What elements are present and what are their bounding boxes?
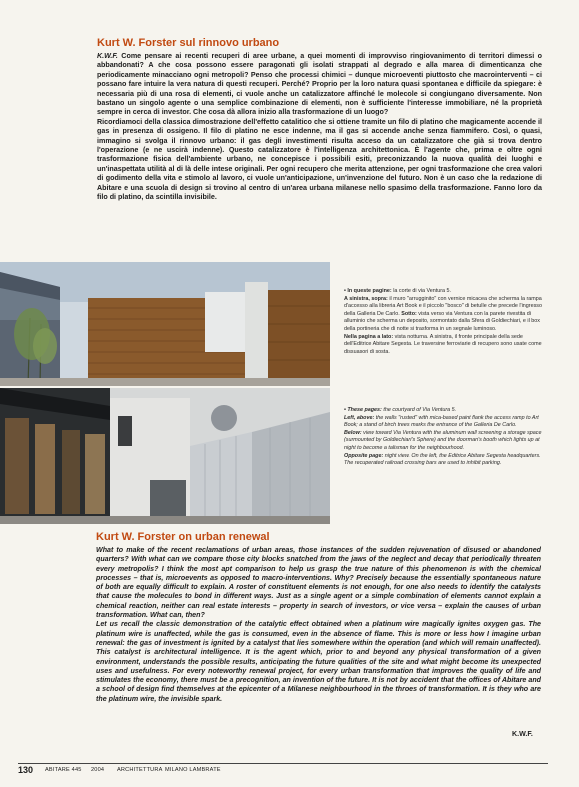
caption-it-label-3: Sotto: [401,310,417,317]
photo-aluminum-wall-via-ventura [0,388,330,524]
caption-bullet: • [344,407,346,413]
photo-courtyard-rusted-walls [0,262,330,386]
footer [18,763,548,775]
english-paragraph-1: What to make of the recent reclamations of urban areas, those instances of the sudden rejuvenation of disused or abandoned quarters? With what can we compare those city blocks snatched from the jaws of the neglect and decay that periodically threaten every metropolis? I think the most apt comparison to help us grasp the true nature of this phenomenon is with the chemical processes – that is, microevents as opposed to macro-interventions. Why? Precisely because the essentially spontaneous nature of both are equally difficult to explain. A roster of constituent elements is not enough, for one also needs to identify the catalysts that cause the molecules to bond in different ways. Just as a single agent or a simple combination of elements cannot explain a chemical reaction, neither can real estate interests – property in search of investors, or vice versa – explain the causes of urban transformation. What can, then? [96,546,541,620]
italian-title: Kurt W. Forster sul rinnovo urbano [97,37,280,49]
footer-section: ARCHITETTURA [117,767,163,773]
caption-it-label-2: A sinistra, sopra: [344,295,388,302]
caption-it-label-1: In queste pagine: [347,288,392,294]
caption-english [344,407,544,468]
caption-it-text-1: la corte di via Ventura 5. [391,288,452,294]
caption-en-text-4: night view. On the left, the Editrice Abitare Segesta headquarters. The recuperated railroad crossing bars are used to inhibit parking. [344,452,541,467]
caption-en-text-1: the courtyard of Via Ventura 5. [381,407,457,413]
italian-body [97,52,542,203]
caption-it-text-2: il muro "arrugginito" con vernice micacea che scherma la rampa d'accesso alla libreria Art Book e il piccolo "bosco" di betulle che precede l'ingresso della Galleria De Carlo. [344,295,542,317]
caption-bullet: • [344,288,346,294]
caption-it-label-4: Nella pagina a lato: [344,333,394,340]
caption-it-text-4: vista notturna. A sinistra, il fronte principale della sede dell'Editrice Abitare Segesta. Le traversine ferroviarie di recupero sono usate come dissuasori di sosta. [344,333,542,355]
caption-en-text-2: the walls "rusted" with mica-based paint flank the access ramp to Art Book; a stand of birch trees marks the entrance of the Galleria De Carlo. [344,414,539,429]
italian-paragraph-1: Come pensare ai recenti recuperi di aree urbane, a quei momenti di improvviso ringiovanimento di territori dimessi o abbandonati? A che cosa possono essere paragonati gli isolati strappati al degrado e alla marea di dimenticanza che periodicamente minacciano ogni metropoli? Penso che processi chimici – dunque microeventi piuttosto che macrointerventi – ci possano fare intuire la vera natura di questi recuperi. Perché? Proprio per la loro natura quasi spontanea e difficile da spiegare: è necessaria più di una rosa di elementi, ci vuole anche un catalizzatore affinché le molecole si congiungano diversamente. Non bastano un singolo agente o una semplice combinazione di elementi, non è sufficiente l'interesse immobiliare, né la proprietà sempre in cerca di investor. Che cosa dà allora inizio alla trasformazione di un luogo? [97,52,542,117]
caption-en-label-1: These pages: [347,407,382,413]
italian-lead: K.W.F. [97,52,118,60]
footer-year: 2004 [91,767,105,773]
caption-it-text-3: vista verso via Ventura con la parete rivestita di alluminio che scherma un deposito, sormontato dalla Sfera di Goldiechiari, e il box della portineria che di notte si trasforma in un segnale luminoso. [344,310,540,332]
italian-paragraph-2: Ricordiamoci della classica dimostrazione dell'effetto catalitico che si ottiene tramite un filo di platino che magicamente accende il gas in presenza di ossigeno. Il filo di platino ne esce indenne, ma il gas si accende anche senza fiammifero. Così, o quasi, immagino si svolga il rinnovo urbano: il gas degli investimenti risulta acceso da un catalizzatore che già si trova dentro l'operazione (e ne uscirà indenne). Questo catalizzatore è l'intelligenza architettonica. È l'agente che, prima e oltre ogni trasformazione fisica dell'ambiente urbano, ne concepisce i possibili esiti, preconizzando la nuova qualità dei luoghi e un'inaspettata utilità al di là delle intese originali. Per ogni recupero che merita attenzione, per ogni trasformazione che crea valori di godimento della vita e stimolo al lavoro, ci vuole un'anticipazione, un'invenzione del futuro. Non è un caso che la redazione di Abitare e una scuola di design si trovino al centro di un'area urbana milanese nello spasimo della trasformazione. Fanno loro da filo di platino, da scintilla invisibile. [97,117,542,202]
caption-en-label-2: Left, above: [344,414,375,421]
footer-place: MILANO LAMBRATE [165,767,221,773]
caption-en-label-3: Below: [344,429,362,436]
page-number: 130 [18,765,34,775]
english-paragraph-2: Let us recall the classic demonstration of the catalytic effect obtained when a platinum wire magically ignites oxygen gas. The platinum wire is unaffected, while the gas is consumed, even in the absence of flame. This is more or less how I imagine urban renewal: the gas of investment is ignited by a catalyst that lies somewhere within the operation (and which will remain unaffected). This catalyst is architectural intelligence. It is the agent which, prior to and beyond any physical transformation of a given environment, understands the possible results, anticipating the future qualities of the site and what might become its unexpected uses and usefulness. For every noteworthy renewal project, for every urban transformation that improves the quality of life and stimulates the economy, there must be a precognition, an invention of the future. It is not by accident that the offices of Abitare and a school of design find themselves at the epicenter of a Milanese neighbourhood in the throes of transformation. It is they who are the platinum wire, the invisible spark. [96,620,541,703]
caption-italian [344,288,544,356]
english-body [96,546,541,704]
footer-issue: ABITARE 445 [45,767,82,773]
signature: K.W.F. [512,730,533,738]
caption-en-text-3: view toward Via Ventura with the aluminum wall screening a storage space (surmounted by Goldiechiari's Sphere) and the doorman's booth which lights up at night to become a talisman for the neighbourhood. [344,429,542,451]
english-title: Kurt W. Forster on urban renewal [96,531,270,543]
caption-en-label-4: Opposite page: [344,452,384,459]
